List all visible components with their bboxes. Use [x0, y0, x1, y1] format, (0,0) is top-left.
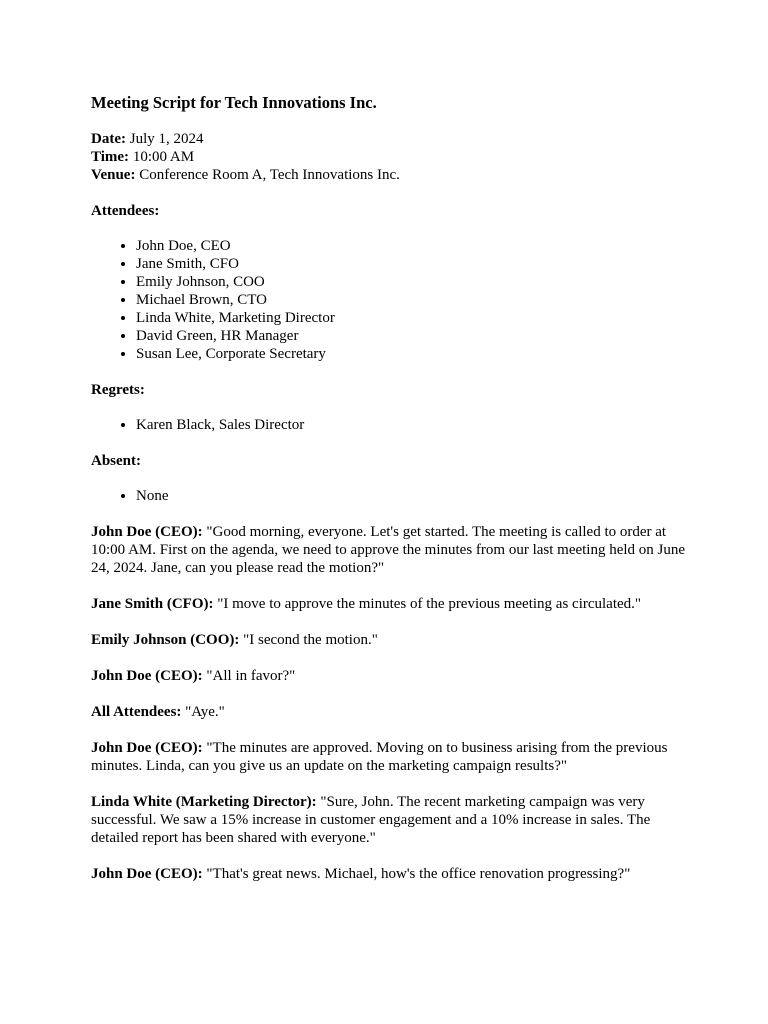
speaker-name: John Doe (CEO):: [91, 524, 203, 540]
speech-text: "Good morning, everyone. Let's get started. The meeting is called to order at 10:00 AM. First on the agenda, we need to approve the minutes from our last meeting held on June 24, 2024. Jane, can you please read the motion?": [91, 524, 686, 576]
attendees-heading: Attendees:: [91, 203, 160, 219]
list-item: • Susan Lee, Corporate Secretary: [136, 345, 691, 363]
list-item: • John Doe, CEO: [136, 237, 691, 255]
venue-line: [91, 166, 691, 184]
list-item: • Michael Brown, CTO: [136, 291, 691, 309]
speaker-name: Linda White (Marketing Director):: [91, 794, 317, 810]
date-label: Date:: [91, 131, 126, 147]
venue-value: Conference Room A, Tech Innovations Inc.: [139, 167, 400, 183]
absent-heading: Absent:: [91, 453, 142, 469]
time-line: [91, 148, 691, 166]
speaker-name: John Doe (CEO):: [91, 866, 203, 882]
dialogue-line: [91, 865, 691, 883]
venue-label: Venue:: [91, 167, 136, 183]
speech-text: "I second the motion.": [243, 632, 378, 648]
document-page: [91, 93, 691, 901]
dialogue-line: [91, 703, 691, 721]
speech-text: "The minutes are approved. Moving on to business arising from the previous minutes. Linda, can you give us an update on the marketing campaign results?": [91, 740, 668, 774]
dialogue-line: [91, 523, 691, 577]
speaker-name: John Doe (CEO):: [91, 740, 203, 756]
speaker-name: Emily Johnson (COO):: [91, 632, 240, 648]
meeting-details: [91, 130, 691, 184]
dialogue-line: [91, 631, 691, 649]
date-line: [91, 130, 691, 148]
absent-list: [91, 487, 691, 505]
list-item: • Karen Black, Sales Director: [136, 416, 691, 434]
list-item: • Jane Smith, CFO: [136, 255, 691, 273]
speaker-name: All Attendees:: [91, 704, 182, 720]
regrets-list: [91, 416, 691, 434]
speech-text: "I move to approve the minutes of the previous meeting as circulated.": [217, 596, 642, 612]
regrets-heading: Regrets:: [91, 382, 145, 398]
list-item: • Linda White, Marketing Director: [136, 309, 691, 327]
dialogue-line: [91, 739, 691, 775]
time-label: Time:: [91, 149, 130, 165]
speech-text: "All in favor?": [206, 668, 296, 684]
speaker-name: John Doe (CEO):: [91, 668, 203, 684]
dialogue-line: [91, 595, 691, 613]
attendees-list: [91, 237, 691, 363]
speech-text: "Sure, John. The recent marketing campaign was very successful. We saw a 15% increase in customer engagement and a 10% increase in sales. The detailed report has been shared with everyone.": [91, 794, 651, 846]
list-item: • Emily Johnson, COO: [136, 273, 691, 291]
speech-text: "Aye.": [185, 704, 225, 720]
document-title: Meeting Script for Tech Innovations Inc.: [91, 93, 377, 112]
dialogue-line: [91, 667, 691, 685]
time-value: 10:00 AM: [132, 149, 195, 165]
date-value: July 1, 2024: [129, 131, 204, 147]
list-item: • None: [136, 487, 691, 505]
speech-text: "That's great news. Michael, how's the office renovation progressing?": [206, 866, 631, 882]
speaker-name: Jane Smith (CFO):: [91, 596, 214, 612]
list-item: • David Green, HR Manager: [136, 327, 691, 345]
dialogue-line: [91, 793, 691, 847]
